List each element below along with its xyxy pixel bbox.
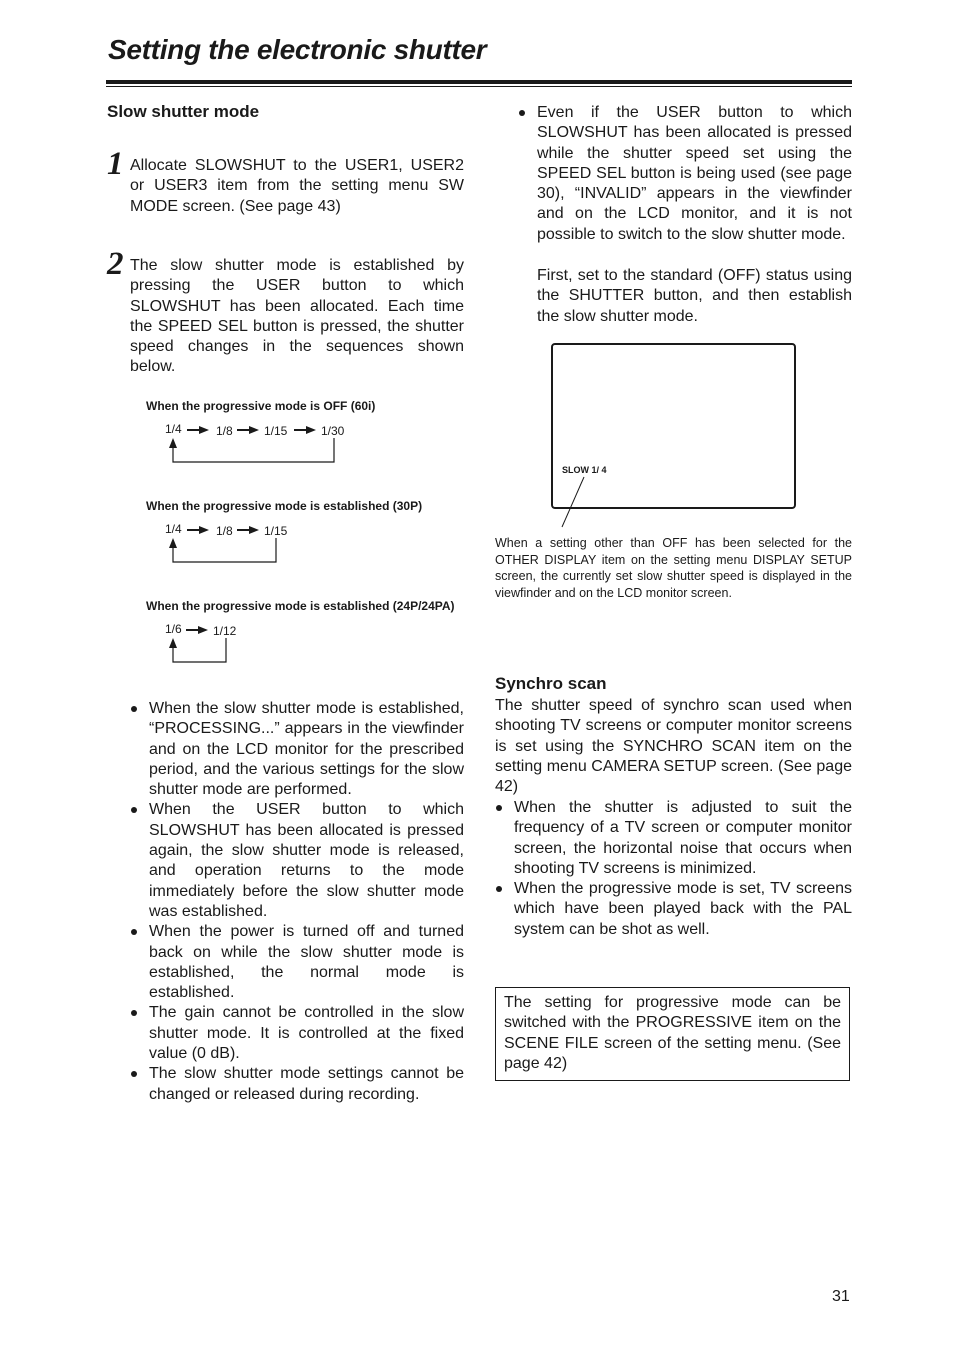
page-title: Setting the electronic shutter	[108, 34, 487, 65]
invalid-note	[519, 103, 852, 245]
bullet-icon	[519, 110, 525, 116]
list-item: Even if the USER button to which SLOWSHUT has been allocated is pressed while the shutter speed set using the SPEED SEL button is being used (see page 30), “INVALID” appears in the viewfinder and on the LCD monitor, and it is not possible to switch to the slow shutter mode.	[519, 103, 852, 245]
right-arrow-icon	[237, 426, 259, 434]
list-item: When the power is turned off and turned back on while the slow shutter mode is established, the normal mode is established.	[131, 922, 464, 1003]
bullet-icon	[131, 1010, 137, 1016]
speed-label: 1/8	[216, 524, 233, 538]
bullet-icon	[131, 706, 137, 712]
loop-back-arrow	[165, 536, 283, 566]
bullet-icon	[131, 1071, 137, 1077]
speed-label: 1/4	[165, 422, 182, 436]
speed-label: 1/30	[321, 424, 345, 438]
sequence-title: When the progressive mode is established (30P)	[146, 499, 423, 513]
speed-label: 1/15	[264, 524, 288, 538]
right-arrow-icon	[187, 426, 209, 434]
list-item: The slow shutter mode settings cannot be changed or released during recording.	[131, 1064, 464, 1105]
loop-back-arrow	[165, 436, 340, 466]
step-2-text: The slow shutter mode is established by pressing the USER button to which SLOWSHUT has been allocated. Each time the SPEED SEL button is pressed, the shutter speed changes in the sequences shown below.	[130, 257, 464, 376]
bullet-icon	[131, 807, 137, 813]
invalid-note-continued: First, set to the standard (OFF) status using the SHUTTER button, and then establish the slow shutter mode.	[537, 267, 852, 325]
synchro-scan-notes	[496, 798, 852, 940]
list-item: When the slow shutter mode is established, “PROCESSING...” appears in the viewfinder and on the LCD monitor for the prescribed period, and the various settings for the slow shutter mode are performed.	[131, 699, 464, 800]
bullet-icon	[131, 929, 137, 935]
right-arrow-icon	[237, 526, 259, 534]
speed-label: 1/8	[216, 424, 233, 438]
loop-back-arrow	[165, 636, 233, 666]
speed-label: 1/4	[165, 522, 182, 536]
step-2-number: 2	[107, 246, 124, 282]
title-rule	[106, 80, 852, 84]
progressive-note-box: The setting for progressive mode can be switched with the PROGRESSIVE item on the SCENE FILE screen of the setting menu. (See page 42)	[495, 987, 850, 1081]
right-arrow-icon	[294, 426, 316, 434]
step-1-text: Allocate SLOWSHUT to the USER1, USER2 or USER3 item from the setting menu SW MODE screen. (See page 43)	[130, 157, 464, 215]
speed-label: 1/6	[165, 622, 182, 636]
speed-label: 1/15	[264, 424, 288, 438]
sequence-title: When the progressive mode is established (24P/24PA)	[146, 599, 455, 613]
bullet-icon	[496, 886, 502, 892]
list-item: The gain cannot be controlled in the slow shutter mode. It is controlled at the fixed value (0 dB).	[131, 1003, 464, 1064]
right-arrow-icon	[186, 626, 208, 634]
title-rule-thin	[106, 86, 852, 87]
viewfinder-caption: When a setting other than OFF has been selected for the OTHER DISPLAY item on the setting menu DISPLAY SETUP screen, the currently set slow shutter speed is displayed in the viewfinder and on the LCD monitor screen.	[495, 536, 852, 601]
page-number: 31	[832, 1288, 850, 1305]
list-item: When the progressive mode is set, TV screens which have been played back with the PAL system can be shot as well.	[496, 879, 852, 940]
synchro-scan-heading: Synchro scan	[495, 674, 607, 693]
right-arrow-icon	[187, 526, 209, 534]
step-1-number: 1	[107, 146, 124, 182]
viewfinder-slow-indicator: SLOW 1/ 4	[562, 465, 607, 475]
list-item: When the shutter is adjusted to suit the frequency of a TV screen or computer monitor screen, the horizontal noise that occurs when shooting TV screens is minimized.	[496, 798, 852, 879]
callout-line	[560, 476, 586, 528]
bullet-icon	[496, 805, 502, 811]
synchro-scan-intro: The shutter speed of synchro scan used when shooting TV screens or computer monitor screens is set using the SYNCHRO SCAN item on the setting menu CAMERA SETUP screen. (See page 42)	[495, 697, 852, 796]
slow-shutter-notes	[131, 699, 464, 1105]
speed-label: 1/12	[213, 624, 237, 638]
slow-shutter-heading: Slow shutter mode	[107, 102, 260, 121]
sequence-title: When the progressive mode is OFF (60i)	[146, 399, 376, 413]
viewfinder-screen	[551, 343, 796, 509]
list-item: When the USER button to which SLOWSHUT has been allocated is pressed again, the slow shutter mode is released, and operation returns to the mode immediately before the slow shutter mode was established.	[131, 800, 464, 922]
